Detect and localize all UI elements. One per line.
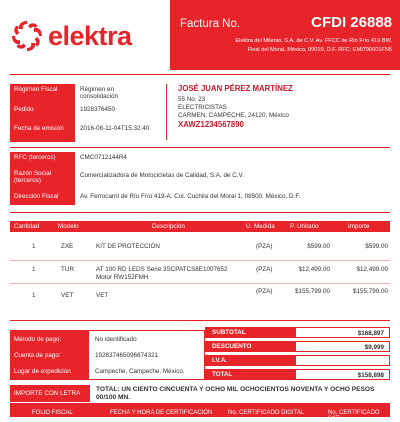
discount-value: $9,999 — [364, 344, 384, 351]
col-header-quantity: Cantidad — [14, 223, 40, 230]
certification-header — [10, 403, 390, 422]
divider — [10, 320, 390, 321]
items-table-header — [10, 221, 390, 232]
issuer-address-line: Real del Moral, México, 09010, D.F. RFC: EMI790601FN5 — [248, 47, 392, 53]
col-header-unit: U. Medida — [246, 223, 275, 230]
third-party-name-value: Comercializadora de Motocicletas de Calidad, S.A. de C.V. — [80, 172, 244, 179]
order-label: Pedido — [14, 106, 34, 113]
subtotal-value-cell — [295, 327, 390, 338]
issuer-address-line: Elektra del Milenio, S.A. de C.V. Av. FFCC de Río Frío 419 BW, — [235, 38, 392, 44]
subtotal-label: SUBTOTAL — [212, 329, 246, 336]
brand-name: elektra — [48, 20, 132, 51]
issuer-address — [180, 37, 392, 55]
client-name: JOSÉ JUAN PÉREZ MARTÍNEZ — [178, 84, 293, 93]
divider — [10, 74, 390, 75]
divider — [10, 147, 390, 148]
amount-words-label: IMPORTE CON LETRA — [14, 390, 81, 397]
client-address-line: 55 No. 23 — [178, 96, 206, 103]
discount-value-cell — [295, 341, 390, 352]
col-header-amount: Importe — [348, 223, 370, 230]
payment-method-value: No identificado — [95, 336, 137, 343]
date-value: 2016-08-11-04T15:32:40 — [80, 125, 150, 132]
col-header-unit-price: P. Unitario — [290, 223, 319, 230]
row-description: VET — [96, 292, 109, 299]
divider — [10, 283, 390, 284]
amount-words-label-cell — [10, 385, 90, 402]
payment-account-label: Cuenta de pago: — [14, 352, 61, 359]
row-description: AT 100 RD LEDS Serie 3SCPATCS8E1007652 — [96, 266, 228, 273]
divider — [10, 212, 390, 213]
third-party-address-value: Av. Ferrocarril de Río Frío 419-A. Col. Cuchila del Moral 1, 08500. México, D.F. — [80, 193, 301, 200]
divider — [166, 84, 167, 140]
iva-label: I.V.A. — [212, 357, 228, 364]
row-quantity: 1 — [32, 243, 36, 250]
third-party-address-label: Dirección Fiscal — [14, 193, 59, 200]
total-value: $158,898 — [357, 372, 384, 379]
third-party-name-label: (terceros) — [14, 177, 41, 184]
fiscal-label-column — [10, 84, 75, 142]
col-header-description: Descripción — [152, 223, 185, 230]
client-address-line: ELECTRICISTAS — [178, 104, 227, 111]
client-rfc: XAWZ1234567890 — [178, 120, 244, 129]
footer-col-sat-certificate: No. CERTIFICADO SAT — [328, 410, 380, 422]
order-value: 1928376450 — [80, 106, 116, 113]
third-party-name-label: Razón Social — [14, 170, 52, 177]
row-unit: (PZA) — [256, 288, 273, 295]
row-unit: (PZA) — [256, 243, 273, 250]
payment-method-label: Método de pago: — [14, 336, 62, 343]
amount-words-line: 00/100 MN. — [96, 394, 131, 401]
brand-logo — [10, 14, 160, 58]
row-model: VET — [61, 292, 74, 299]
footer-col-digital-certificate: No. CERTIFICADO DIGITAL — [228, 410, 305, 416]
footer-col-fiscal-folio: FOLIO FISCAL — [32, 410, 73, 416]
row-model: ZXE — [61, 243, 74, 250]
iva-value-cell — [295, 355, 390, 366]
regime-label: Régimen Fiscal — [14, 86, 58, 93]
invoice-number: CFDI 26888 — [311, 14, 392, 31]
row-model: TUR — [61, 266, 74, 273]
invoice-header — [170, 0, 400, 70]
payment-account-value: 192837465096874321 — [95, 352, 159, 359]
client-address-line: CARMEN, CAMPECHE, 24120, México — [178, 112, 289, 119]
divider — [10, 260, 390, 261]
row-description: KIT DE PROTECCIÓN — [96, 243, 160, 250]
third-party-label-column — [10, 152, 75, 205]
regime-value: Régimen en — [80, 86, 114, 93]
footer-col-certification-date: FECHA Y HORA DE CERTIFICACIÓN — [110, 410, 213, 416]
issue-place-label: Lugar de expedición — [14, 368, 71, 375]
total-value-cell — [295, 369, 390, 380]
row-quantity: 1 — [32, 266, 36, 273]
row-quantity: 1 — [32, 292, 36, 299]
amount-words-line: TOTAL: UN CIENTO CINCUENTA Y OCHO MIL OCHOCIENTOS NOVENTA Y OCHO PESOS — [96, 386, 375, 393]
issue-place-value: Campeche, Campeche. México. — [95, 368, 185, 375]
discount-label: DESCUENTO — [212, 343, 252, 350]
elektra-logo-icon — [10, 19, 44, 53]
total-label: TOTAL — [212, 371, 233, 378]
subtotal-value: $168,897 — [357, 330, 384, 337]
date-label: Fecha de emisión — [14, 125, 64, 132]
row-description-detail: Motor RW152FMH — [96, 274, 149, 281]
third-party-rfc-label: RFC (terceros) — [14, 154, 56, 161]
row-unit: (PZA) — [256, 266, 273, 273]
col-header-model: Modelo — [58, 223, 79, 230]
regime-value: consolidación — [80, 93, 119, 100]
invoice-label: Factura No. — [180, 18, 241, 30]
third-party-rfc-value: CMC0712144R4 — [80, 154, 127, 161]
